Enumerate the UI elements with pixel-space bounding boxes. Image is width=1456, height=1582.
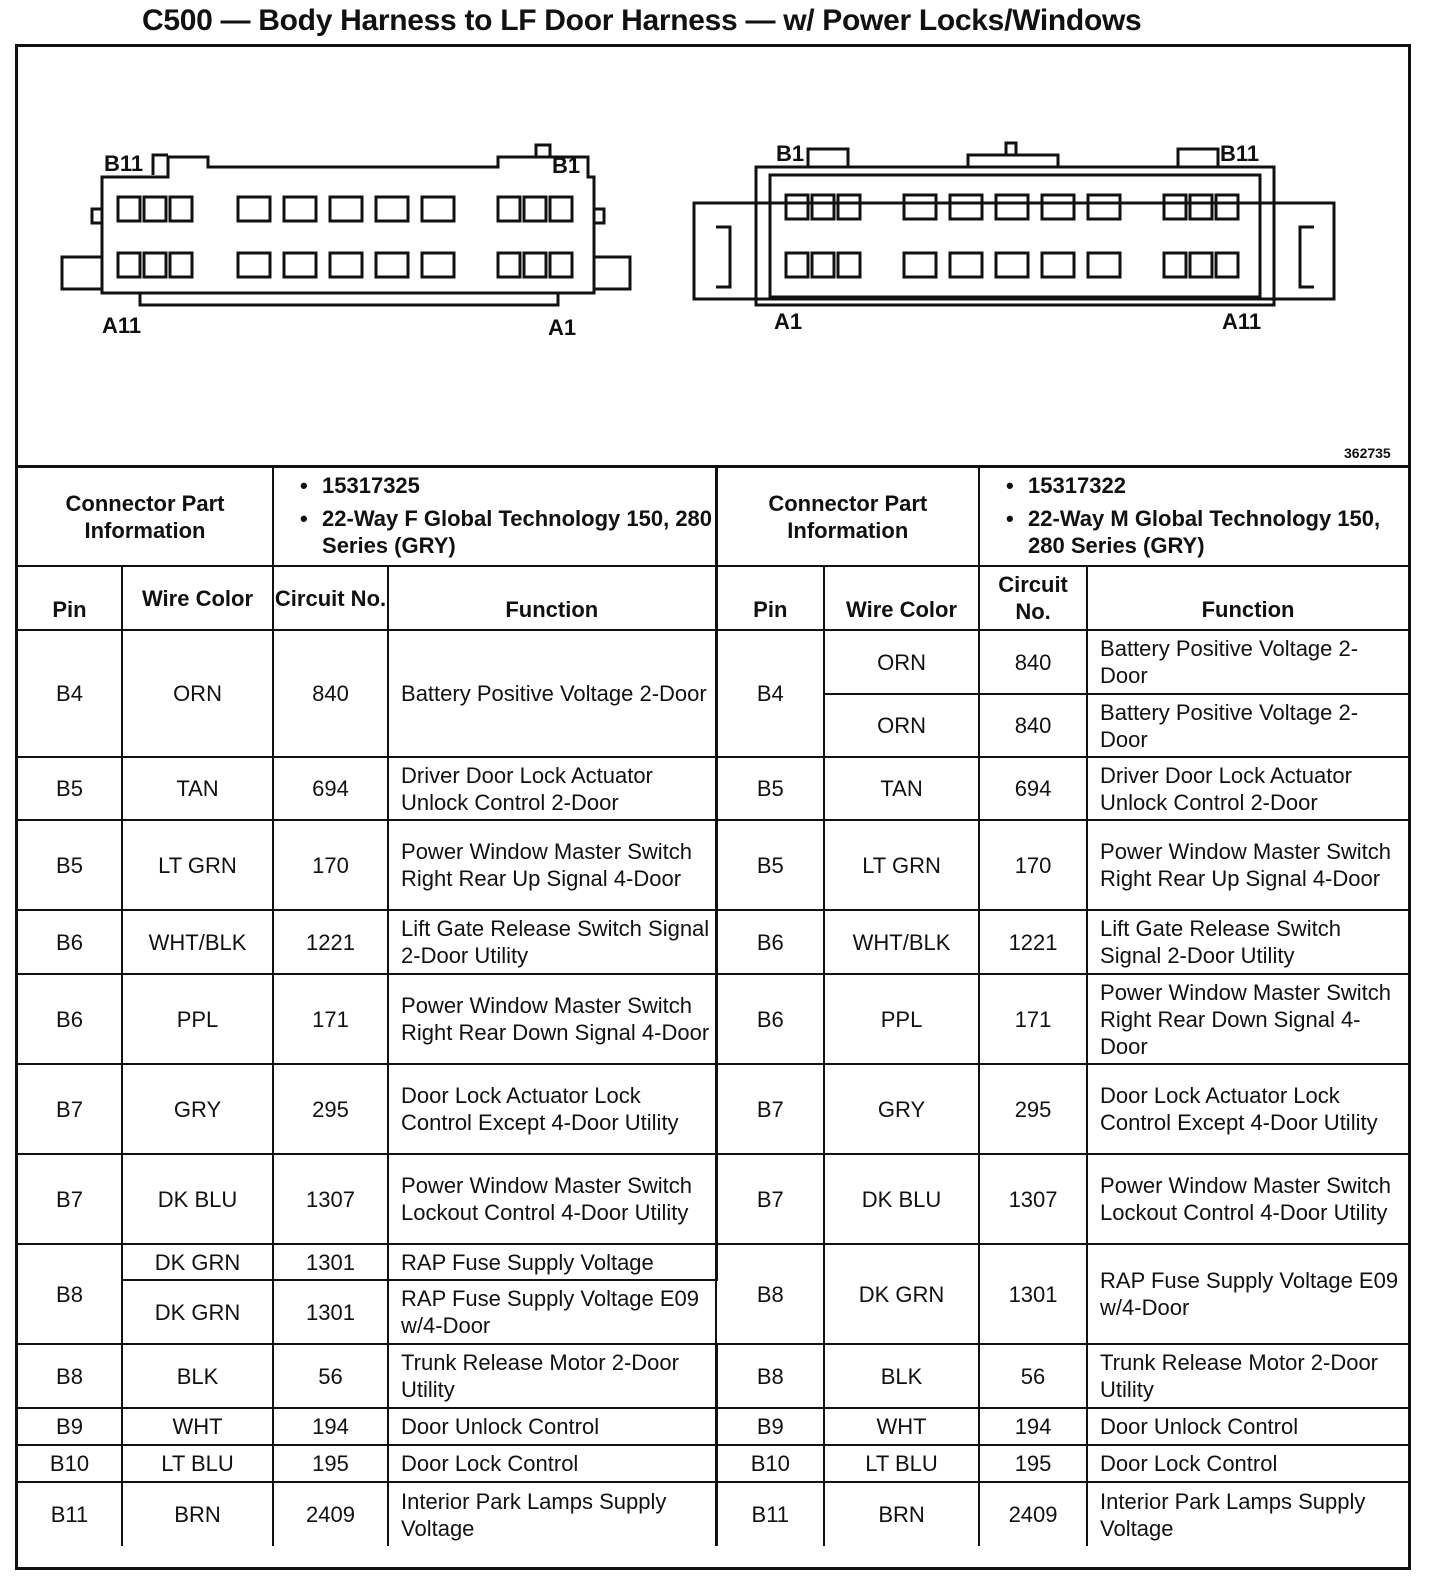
right-pin-cell: B5 (716, 757, 824, 820)
right-circuit-cell: 1221 (979, 910, 1087, 974)
right-pin-cell: B11 (716, 1482, 824, 1546)
pin-cavity (238, 253, 270, 277)
left-circuit-cell: 194 (273, 1408, 388, 1445)
table-row (18, 1482, 1408, 1546)
pin-cavity (376, 253, 408, 277)
left-pin-cell: B6 (18, 910, 122, 974)
left-pin-cell: B11 (18, 1482, 122, 1546)
right-function-cell: Power Window Master Switch Right Rear Up Signal 4-Door (1087, 820, 1408, 910)
header-function: Function (1087, 566, 1408, 630)
right-pin-cell: B6 (716, 974, 824, 1064)
female-label-b1: B1 (552, 153, 581, 178)
right-connector-part-info-label: Connector Part Information (716, 467, 979, 567)
header-pin: Pin (18, 566, 122, 630)
left-circuit-cell: 1301 (273, 1244, 388, 1280)
pin-cavity (498, 197, 520, 221)
pin-cavity (144, 253, 166, 277)
header-pin: Pin (716, 566, 824, 630)
connector-sheet (15, 44, 1411, 1570)
pin-cavity (422, 253, 454, 277)
header-circuit-no: Circuit No. (979, 566, 1087, 630)
right-wire-color-cell: TAN (824, 757, 979, 820)
male-label-a1: A1 (774, 309, 803, 334)
right-pin-cell: B5 (716, 820, 824, 910)
pin-cavity (524, 197, 546, 221)
pin-cavity (524, 253, 546, 277)
pin-cavity (838, 195, 860, 219)
right-pin-cell: B8 (716, 1344, 824, 1408)
left-function-cell: Door Lock Control (388, 1445, 716, 1482)
right-function-cell: Battery Positive Voltage 2-Door (1087, 694, 1408, 757)
left-circuit-cell: 1221 (273, 910, 388, 974)
pin-cavity (284, 253, 316, 277)
left-wire-color-cell: GRY (122, 1064, 273, 1154)
right-circuit-cell: 56 (979, 1344, 1087, 1408)
table-row (18, 1154, 1408, 1244)
table-row (18, 974, 1408, 1064)
right-circuit-cell: 840 (979, 630, 1087, 694)
table-row (18, 820, 1408, 910)
left-wire-color-cell: BLK (122, 1344, 273, 1408)
pin-cavity (1190, 253, 1212, 277)
pin-cavity (170, 197, 192, 221)
figure-number: 362735 (1344, 445, 1391, 461)
header-circuit-no: Circuit No. (273, 566, 388, 630)
left-function-cell: Driver Door Lock Actuator Unlock Control 2-Door (388, 757, 716, 820)
left-circuit-cell: 1307 (273, 1154, 388, 1244)
left-wire-color-cell: TAN (122, 757, 273, 820)
female-label-b11: B11 (104, 151, 144, 176)
pin-cavity (1042, 253, 1074, 277)
pin-cavity (498, 253, 520, 277)
pin-cavity (1088, 253, 1120, 277)
male-label-a11: A11 (1222, 309, 1262, 334)
right-wire-color-cell: GRY (824, 1064, 979, 1154)
right-pin-cell: B7 (716, 1064, 824, 1154)
right-wire-color-cell: BLK (824, 1344, 979, 1408)
pin-cavity (904, 253, 936, 277)
left-function-cell: Door Unlock Control (388, 1408, 716, 1445)
female-label-a11: A11 (102, 313, 142, 338)
right-function-cell: Interior Park Lamps Supply Voltage (1087, 1482, 1408, 1546)
left-wire-color-cell: WHT/BLK (122, 910, 273, 974)
left-function-cell: Power Window Master Switch Right Rear Up Signal 4-Door (388, 820, 716, 910)
pin-cavity (950, 195, 982, 219)
pin-cavity (996, 195, 1028, 219)
right-circuit-cell: 2409 (979, 1482, 1087, 1546)
left-function-cell: Door Lock Actuator Lock Control Except 4-Door Utility (388, 1064, 716, 1154)
table-row (18, 1064, 1408, 1154)
left-part-number: • 15317325 (300, 472, 715, 499)
right-function-cell: RAP Fuse Supply Voltage E09 w/4-Door (1087, 1244, 1408, 1344)
pin-cavity (1216, 253, 1238, 277)
pin-cavity (1164, 195, 1186, 219)
left-circuit-cell: 170 (273, 820, 388, 910)
right-wire-color-cell: WHT (824, 1408, 979, 1445)
connector-info-row (18, 467, 1408, 567)
pin-cavity (812, 253, 834, 277)
right-wire-color-cell: WHT/BLK (824, 910, 979, 974)
column-header-row (18, 566, 1408, 630)
right-wire-color-cell: LT BLU (824, 1445, 979, 1482)
left-function-cell: Battery Positive Voltage 2-Door (388, 630, 716, 757)
pin-cavity (996, 253, 1028, 277)
left-function-cell: Power Window Master Switch Right Rear Down Signal 4-Door (388, 974, 716, 1064)
right-circuit-cell: 1301 (979, 1244, 1087, 1344)
right-part-description: • 22-Way M Global Technology 150, 280 Series (GRY) (1006, 505, 1408, 559)
pin-cavity (1216, 195, 1238, 219)
right-part-number: • 15317322 (1006, 472, 1408, 499)
right-circuit-cell: 840 (979, 694, 1087, 757)
male-connector (694, 143, 1334, 305)
left-pin-cell: B5 (18, 820, 122, 910)
right-wire-color-cell: BRN (824, 1482, 979, 1546)
right-function-cell: Battery Positive Voltage 2-Door (1087, 630, 1408, 694)
left-circuit-cell: 840 (273, 630, 388, 757)
right-circuit-cell: 170 (979, 820, 1087, 910)
left-circuit-cell: 295 (273, 1064, 388, 1154)
left-pin-cell: B8 (18, 1244, 122, 1344)
right-wire-color-cell: DK GRN (824, 1244, 979, 1344)
pin-cavity (170, 253, 192, 277)
left-pin-cell: B6 (18, 974, 122, 1064)
pin-cavity (550, 197, 572, 221)
female-connector (62, 145, 630, 305)
table-row (18, 1344, 1408, 1408)
left-pin-cell: B8 (18, 1344, 122, 1408)
table-row (18, 1408, 1408, 1445)
right-pin-cell: B7 (716, 1154, 824, 1244)
male-label-b1: B1 (776, 141, 805, 166)
right-wire-color-cell: ORN (824, 694, 979, 757)
male-label-b11: B11 (1220, 141, 1260, 166)
table-row (18, 910, 1408, 974)
pin-cavity (812, 195, 834, 219)
right-circuit-cell: 694 (979, 757, 1087, 820)
left-wire-color-cell: LT GRN (122, 820, 273, 910)
header-function: Function (388, 566, 716, 630)
left-part-description: • 22-Way F Global Technology 150, 280 Series (GRY) (300, 505, 715, 559)
left-function-cell: Interior Park Lamps Supply Voltage (388, 1482, 716, 1546)
pin-cavity (330, 197, 362, 221)
left-pin-cell: B10 (18, 1445, 122, 1482)
left-function-cell: RAP Fuse Supply Voltage E09 w/4-Door (388, 1280, 716, 1344)
left-circuit-cell: 56 (273, 1344, 388, 1408)
right-function-cell: Power Window Master Switch Right Rear Down Signal 4-Door (1087, 974, 1408, 1064)
right-wire-color-cell: DK BLU (824, 1154, 979, 1244)
right-wire-color-cell: LT GRN (824, 820, 979, 910)
left-wire-color-cell: LT BLU (122, 1445, 273, 1482)
header-wire-color: Wire Color (122, 566, 273, 630)
pin-cavity (238, 197, 270, 221)
left-connector-part-info-label: Connector Part Information (18, 467, 273, 567)
right-pin-cell: B9 (716, 1408, 824, 1445)
table-row (18, 630, 1408, 694)
connector-pinout-table (18, 465, 1408, 1546)
pin-cavity (904, 195, 936, 219)
pin-cavity (284, 197, 316, 221)
table-row (18, 757, 1408, 820)
connector-face-diagram (18, 47, 1408, 465)
right-pin-cell: B4 (716, 630, 824, 757)
pin-cavity (422, 197, 454, 221)
left-wire-color-cell: ORN (122, 630, 273, 757)
pin-cavity (118, 253, 140, 277)
left-circuit-cell: 694 (273, 757, 388, 820)
right-function-cell: Door Unlock Control (1087, 1408, 1408, 1445)
pin-cavity (838, 253, 860, 277)
pin-cavity (786, 253, 808, 277)
right-circuit-cell: 195 (979, 1445, 1087, 1482)
left-wire-color-cell: PPL (122, 974, 273, 1064)
left-pin-cell: B5 (18, 757, 122, 820)
right-wire-color-cell: ORN (824, 630, 979, 694)
left-wire-color-cell: DK GRN (122, 1244, 273, 1280)
table-row (18, 1445, 1408, 1482)
pin-cavity (330, 253, 362, 277)
header-wire-color: Wire Color (824, 566, 979, 630)
pin-cavity (1088, 195, 1120, 219)
left-pin-cell: B9 (18, 1408, 122, 1445)
pin-cavity (1164, 253, 1186, 277)
right-function-cell: Lift Gate Release Switch Signal 2-Door Utility (1087, 910, 1408, 974)
left-function-cell: Power Window Master Switch Lockout Control 4-Door Utility (388, 1154, 716, 1244)
right-function-cell: Driver Door Lock Actuator Unlock Control 2-Door (1087, 757, 1408, 820)
pin-cavity (550, 253, 572, 277)
left-circuit-cell: 1301 (273, 1280, 388, 1344)
left-circuit-cell: 2409 (273, 1482, 388, 1546)
left-pin-cell: B4 (18, 630, 122, 757)
left-function-cell: Trunk Release Motor 2-Door Utility (388, 1344, 716, 1408)
right-circuit-cell: 171 (979, 974, 1087, 1064)
right-connector-info (979, 467, 1408, 567)
right-function-cell: Trunk Release Motor 2-Door Utility (1087, 1344, 1408, 1408)
pin-cavity (786, 195, 808, 219)
pin-cavity (950, 253, 982, 277)
pin-cavity (1042, 195, 1074, 219)
right-pin-cell: B10 (716, 1445, 824, 1482)
pin-cavity (1190, 195, 1212, 219)
left-circuit-cell: 171 (273, 974, 388, 1064)
right-circuit-cell: 194 (979, 1408, 1087, 1445)
left-connector-info (273, 467, 716, 567)
right-function-cell: Door Lock Control (1087, 1445, 1408, 1482)
pin-cavity (144, 197, 166, 221)
right-wire-color-cell: PPL (824, 974, 979, 1064)
left-function-cell: Lift Gate Release Switch Signal 2-Door Utility (388, 910, 716, 974)
right-function-cell: Power Window Master Switch Lockout Control 4-Door Utility (1087, 1154, 1408, 1244)
left-pin-cell: B7 (18, 1064, 122, 1154)
right-function-cell: Door Lock Actuator Lock Control Except 4-Door Utility (1087, 1064, 1408, 1154)
right-pin-cell: B6 (716, 910, 824, 974)
right-circuit-cell: 295 (979, 1064, 1087, 1154)
page-title: C500 — Body Harness to LF Door Harness — w/ Power Locks/Windows (142, 4, 1142, 37)
pin-cavity (118, 197, 140, 221)
left-function-cell: RAP Fuse Supply Voltage (388, 1244, 716, 1280)
left-wire-color-cell: DK BLU (122, 1154, 273, 1244)
right-circuit-cell: 1307 (979, 1154, 1087, 1244)
pin-cavity (376, 197, 408, 221)
female-label-a1: A1 (548, 315, 577, 340)
left-wire-color-cell: DK GRN (122, 1280, 273, 1344)
left-circuit-cell: 195 (273, 1445, 388, 1482)
left-wire-color-cell: WHT (122, 1408, 273, 1445)
table-row (18, 1244, 1408, 1280)
left-wire-color-cell: BRN (122, 1482, 273, 1546)
right-pin-cell: B8 (716, 1244, 824, 1344)
left-pin-cell: B7 (18, 1154, 122, 1244)
